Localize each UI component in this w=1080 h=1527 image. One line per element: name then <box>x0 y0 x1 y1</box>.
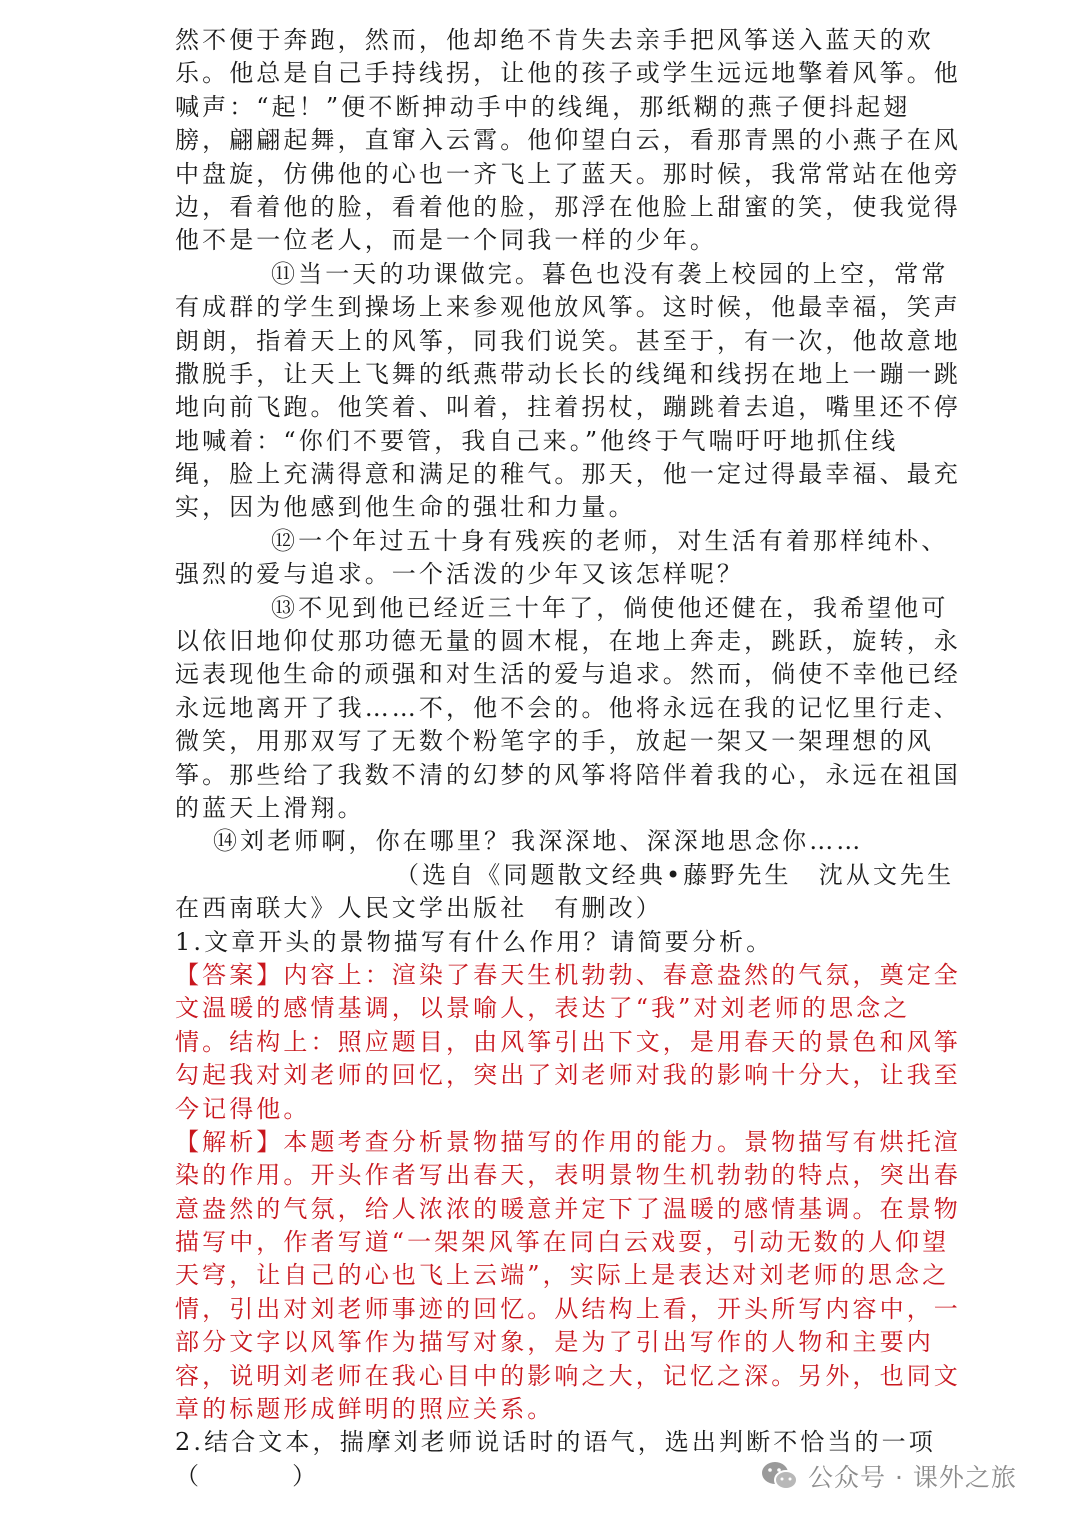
bracket-close: ） <box>292 1461 320 1490</box>
text-line: 中盘旋，仿佛他的心也一齐飞上了蓝天。那时候，我常常站在他旁 <box>175 159 961 188</box>
text-line: 有成群的学生到操场上来参观他放风筝。这时候，他最幸福，笑声 <box>175 293 961 322</box>
text-line: 地喊着：“你们不要管，我自己来。”他终于气喘吁吁地抓住线 <box>175 426 899 455</box>
text-line: 边，看着他的脸，看着他的脸，那浮在他脸上甜蜜的笑，使我觉得 <box>175 192 961 221</box>
text-line: 以依旧地仰仗那功德无量的圆木棍，在地上奔走，跳跃，旋转，永 <box>175 627 961 656</box>
text-line: 他不是一位老人，而是一个同我一样的少年。 <box>175 226 717 255</box>
paragraph-12-start: ⑫一个年过五十身有残疾的老师，对生活有着那样纯朴、 <box>271 526 949 555</box>
source-citation: （选自《同题散文经典•藤野先生 沈从文先生 <box>395 860 955 889</box>
watermark-label: 公众号 · 课外之旅 <box>808 1463 1017 1492</box>
paragraph-13-start: ⑬不见到他已经近三十年了，倘使他还健在，我希望他可 <box>271 593 949 622</box>
analysis-line: 意盎然的气氛，给人浓浓的暖意并定下了温暖的感情基调。在景物 <box>175 1194 961 1223</box>
analysis-line: 描写中，作者写道“一架架风筝在同白云戏耍，引动无数的人仰望 <box>175 1228 950 1257</box>
answer-line: 情。结构上：照应题目，由风筝引出下文，是用春天的景色和风筝 <box>175 1027 961 1056</box>
analysis-line: 部分文字以风筝作为描写对象，是为了引出写作的人物和主要内 <box>175 1328 934 1357</box>
answer-line: 今记得他。 <box>175 1094 311 1123</box>
text-line: 绳，脸上充满得意和满足的稚气。那天，他一定过得最幸福、最充 <box>175 460 961 489</box>
text-line: 实，因为他感到他生命的强壮和力量。 <box>175 493 636 522</box>
text-line: 筝。那些给了我数不清的幻梦的风筝将陪伴着我的心，永远在祖国 <box>175 760 961 789</box>
answer-line: 勾起我对刘老师的回忆，突出了刘老师对我的影响十分大，让我至 <box>175 1061 961 1090</box>
analysis-line: 章的标题形成鲜明的照应关系。 <box>175 1395 555 1424</box>
bracket-open: （ <box>175 1461 203 1490</box>
question-1: 1.文章开头的景物描写有什么作用？请简要分析。 <box>175 927 774 956</box>
text-line: 强烈的爱与追求。一个活泼的少年又该怎样呢？ <box>175 560 745 589</box>
text-line: 远表现他生命的顽强和对生活的爱与追求。然而，倘使不幸他已经 <box>175 660 961 689</box>
text-line: 的蓝天上滑翔。 <box>175 793 365 822</box>
question-2: 2.结合文本，揣摩刘老师说话时的语气，选出判断不恰当的一项 <box>175 1428 936 1457</box>
analysis-line: 天穹，让自己的心也飞上云端”，实际上是表达对刘老师的思念之 <box>175 1261 950 1290</box>
text-line: 永远地离开了我……不，他不会的。他将永远在我的记忆里行走、 <box>175 693 961 722</box>
analysis-line: 染的作用。开头作者写出春天，表明景物生机勃勃的特点，突出春 <box>175 1161 961 1190</box>
analysis-line: 容，说明刘老师在我心目中的影响之大，记忆之深。另外，也同文 <box>175 1361 961 1390</box>
wechat-icon <box>760 1459 800 1493</box>
text-line: 乐。他总是自己手持线拐，让他的孩子或学生远远地擎着风筝。他 <box>175 59 961 88</box>
source-citation-cont: 在西南联大》人民文学出版社 有删改） <box>175 894 663 923</box>
text-line: 喊声：“起！”便不断抻动手中的线绳，那纸糊的燕子便抖起翅 <box>175 92 911 121</box>
text-line: 膀，翩翩起舞，直窜入云霄。他仰望白云，看那青黑的小燕子在风 <box>175 126 961 155</box>
text-line: 撒脱手，让天上飞舞的纸燕带动长长的线绳和线拐在地上一蹦一跳 <box>175 359 961 388</box>
answer-line: 【答案】内容上：渲染了春天生机勃勃、春意盎然的气氛，奠定全 <box>175 960 961 989</box>
text-line: 朗朗，指着天上的风筝，同我们说笑。甚至于，有一次，他故意地 <box>175 326 961 355</box>
analysis-line: 【解析】本题考查分析景物描写的作用的能力。景物描写有烘托渲 <box>175 1127 961 1156</box>
analysis-line: 情，引出对刘老师事迹的回忆。从结构上看，开头所写内容中，一 <box>175 1294 961 1323</box>
paragraph-11-start: ⑪当一天的功课做完。暮色也没有袭上校园的上空，常常 <box>271 259 949 288</box>
text-line: 微笑，用那双写了无数个粉笔字的手，放起一架又一架理想的风 <box>175 727 934 756</box>
answer-line: 文温暖的感情基调，以景喻人，表达了“我”对刘老师的思念之 <box>175 994 911 1023</box>
text-line: 地向前飞跑。他笑着、叫着，拄着拐杖，蹦跳着去追，嘴里还不停 <box>175 393 961 422</box>
paragraph-14: ⑭刘老师啊，你在哪里？我深深地、深深地思念你…… <box>213 827 864 856</box>
watermark <box>760 1458 1017 1494</box>
text-line: 然不便于奔跑，然而，他却绝不肯失去亲手把风筝送入蓝天的欢 <box>175 26 934 54</box>
